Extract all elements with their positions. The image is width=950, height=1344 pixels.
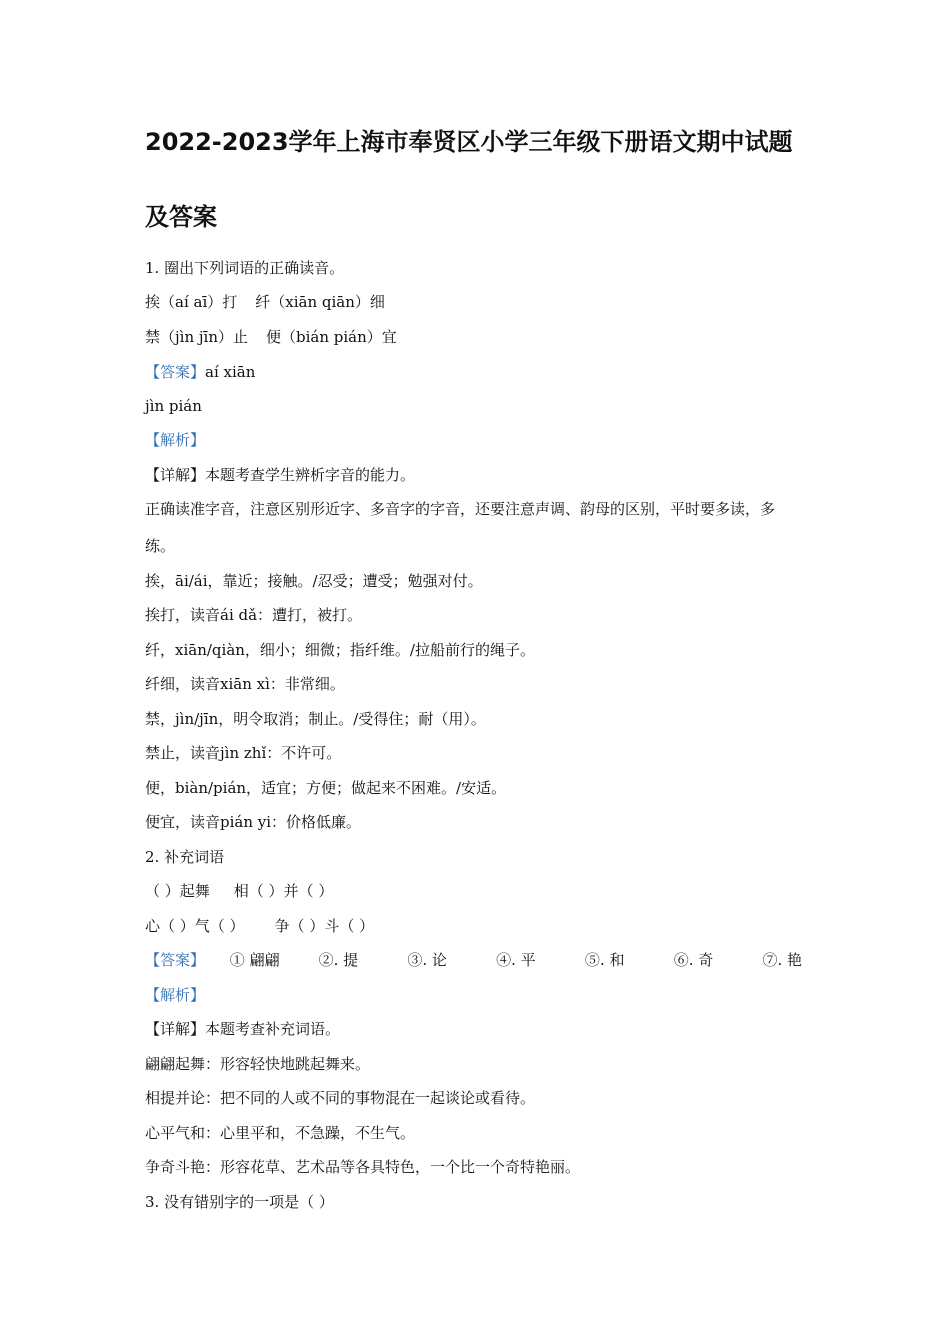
q1-item-pian: 便（bián pián）宜 bbox=[266, 328, 397, 346]
q2-analysis-tag: 【解析】 bbox=[145, 986, 206, 1004]
q2-answer-item: ③. 论 bbox=[407, 951, 447, 969]
detail-tag: 【详解】 bbox=[145, 466, 206, 484]
q2-blank-xinping: 心（ ）气（ ） bbox=[145, 917, 245, 935]
q2-answer-item: ②. 提 bbox=[318, 951, 359, 969]
q2-question: 2. 补充词语 bbox=[145, 848, 225, 866]
q1-note: 禁止，读音jìn zhǐ：不许可。 bbox=[145, 744, 342, 762]
q1-paragraph-line-1: 正确读准字音，注意区别形近字、多音字的字音，还要注意声调、韵母的区别，平时要多读，多 bbox=[145, 500, 776, 518]
q2-detail-text: 本题考查补充词语。 bbox=[205, 1020, 341, 1038]
q1-row-2 bbox=[145, 326, 397, 348]
q2-row-2 bbox=[145, 915, 374, 937]
q1-item-ai: 挨（aí aī）打 bbox=[145, 293, 238, 311]
q1-answer-text-2: jìn pián bbox=[145, 397, 202, 415]
q2-row-1 bbox=[145, 880, 333, 902]
q1-note: 禁，jìn/jīn，明令取消；制止。/受得住；耐（用）。 bbox=[145, 710, 486, 728]
answer-tag: 【答案】 bbox=[145, 951, 206, 969]
q2-note: 心平气和：心里平和，不急躁，不生气。 bbox=[145, 1124, 416, 1142]
q2-note: 翩翩起舞：形容轻快地跳起舞来。 bbox=[145, 1055, 371, 1073]
q1-note: 纤细，读音xiān xì：非常细。 bbox=[145, 675, 345, 693]
q1-analysis-tag: 【解析】 bbox=[145, 431, 206, 449]
q1-item-xian: 纤（xiān qiān）细 bbox=[255, 293, 385, 311]
q1-note: 便宜，读音pián yi：价格低廉。 bbox=[145, 813, 362, 831]
q1-item-jin: 禁（jìn jīn）止 bbox=[145, 328, 248, 346]
q1-answer-text-1: aí xiān bbox=[205, 363, 256, 381]
q1-note: 挨，āi/ái，靠近；接触。/忍受；遭受；勉强对付。 bbox=[145, 572, 483, 590]
document-title-line-2: 及答案 bbox=[145, 203, 217, 231]
q2-note: 争奇斗艳：形容花草、艺术品等各具特色，一个比一个奇特艳丽。 bbox=[145, 1158, 581, 1176]
q2-blank-zhengqi: 争（ ）斗（ ） bbox=[274, 917, 375, 935]
answer-tag: 【答案】 bbox=[145, 363, 206, 381]
q2-answer-item: ⑤. 和 bbox=[584, 951, 625, 969]
detail-tag: 【详解】 bbox=[145, 1020, 206, 1038]
q1-note: 挨打，读音ái dǎ：遭打，被打。 bbox=[145, 606, 363, 624]
q1-row-1 bbox=[145, 291, 385, 313]
q2-answer bbox=[145, 949, 802, 971]
q1-note: 纤，xiān/qiàn，细小；细微；指纤维。/拉船前行的绳子。 bbox=[145, 641, 535, 659]
q1-detail-text: 本题考查学生辨析字音的能力。 bbox=[205, 466, 416, 484]
q2-detail bbox=[145, 1018, 340, 1040]
q2-answer-item: ④. 平 bbox=[496, 951, 536, 969]
q2-blank-piaopiao: （ ）起舞 bbox=[145, 882, 210, 900]
q1-answer bbox=[145, 361, 255, 383]
q2-answer-item: ⑦. 艳 bbox=[762, 951, 803, 969]
q2-blank-xiangti: 相（ ）并（ ） bbox=[233, 882, 334, 900]
q2-answer-item: ⑥. 奇 bbox=[673, 951, 714, 969]
q1-question: 1. 圈出下列词语的正确读音。 bbox=[145, 259, 345, 277]
q1-detail bbox=[145, 464, 415, 486]
q2-note: 相提并论：把不同的人或不同的事物混在一起谈论或看待。 bbox=[145, 1089, 536, 1107]
q3-question: 3. 没有错别字的一项是（ ） bbox=[145, 1193, 334, 1211]
document-title-line-1: 2022-2023学年上海市奉贤区小学三年级下册语文期中试题 bbox=[145, 128, 793, 156]
q1-paragraph-line-2: 练。 bbox=[145, 537, 176, 555]
q1-note: 便，biàn/pián，适宜；方便；做起来不困难。/安适。 bbox=[145, 779, 507, 797]
q2-answer-item: ① 翩翩 bbox=[229, 951, 280, 969]
